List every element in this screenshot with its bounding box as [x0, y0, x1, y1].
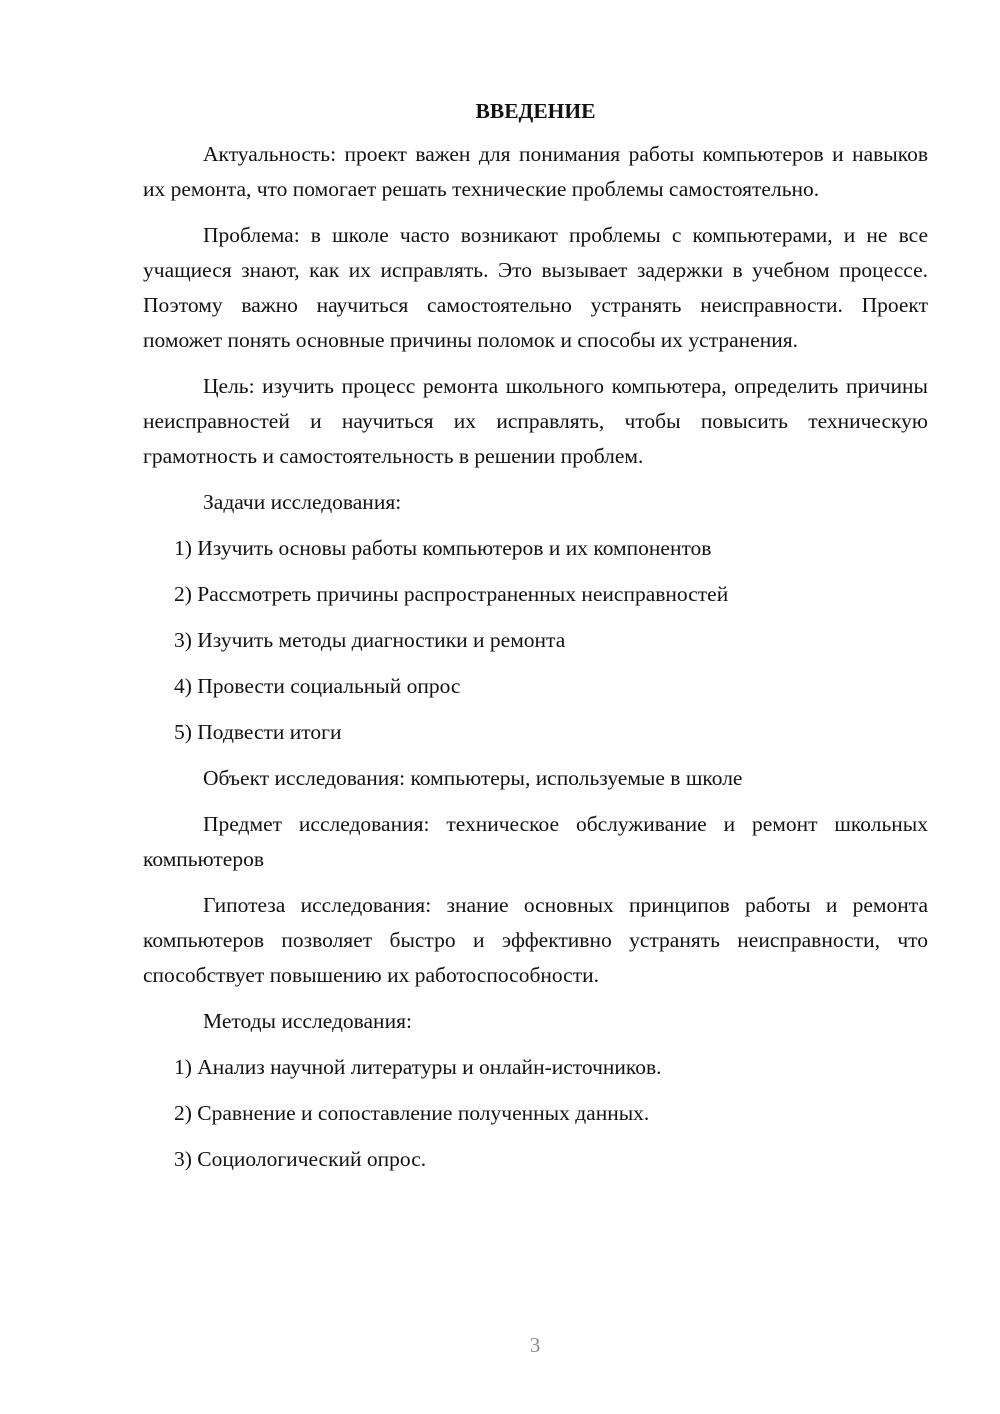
list-item: 5) Подвести итоги [174, 720, 342, 744]
list-item: 1) Анализ научной литературы и онлайн-источников. [174, 1055, 662, 1079]
page-number: 3 [529, 1333, 541, 1357]
subject-paragraph: Предмет исследования: техническое обслуживание и ремонт школьных компьютеров [143, 812, 928, 871]
list-item: 2) Рассмотреть причины распространенных неисправностей [174, 582, 729, 606]
goal-paragraph: Цель: изучить процесс ремонта школьного компьютера, определить причины неисправностей и научиться их исправлять, чтобы повысить техническую грамотность и самостоятельность в решении проблем. [143, 374, 928, 468]
list-item: 3) Изучить методы диагностики и ремонта [174, 628, 566, 652]
list-item: 4) Провести социальный опрос [174, 674, 461, 698]
list-item: 2) Сравнение и сопоставление полученных данных. [174, 1101, 650, 1125]
methods-heading: Методы исследования: [203, 1009, 412, 1033]
problem-paragraph: Проблема: в школе часто возникают проблемы с компьютерами, и не все учащиеся знают, как их исправлять. Это вызывает задержки в учебном процессе. Поэтому важно научиться самостоятельно устранять неисправности. Проект поможет понять основные причины поломок и способы их устранения. [143, 223, 928, 352]
document-page [143, 94, 928, 1188]
methods-list [143, 1050, 928, 1177]
tasks-heading: Задачи исследования: [203, 490, 402, 514]
list-item: 1) Изучить основы работы компьютеров и их компонентов [174, 536, 712, 560]
tasks-list [143, 531, 928, 750]
hypothesis-paragraph: Гипотеза исследования: знание основных принципов работы и ремонта компьютеров позволяет быстро и эффективно устранять неисправности, что способствует повышению их работоспособности. [143, 893, 928, 987]
section-title: ВВЕДЕНИЕ [475, 99, 596, 123]
relevance-paragraph: Актуальность: проект важен для понимания работы компьютеров и навыков их ремонта, что помогает решать технические проблемы самостоятельно. [143, 142, 928, 201]
list-item: 3) Социологический опрос. [174, 1147, 427, 1171]
object-paragraph: Объект исследования: компьютеры, используемые в школе [203, 766, 743, 790]
